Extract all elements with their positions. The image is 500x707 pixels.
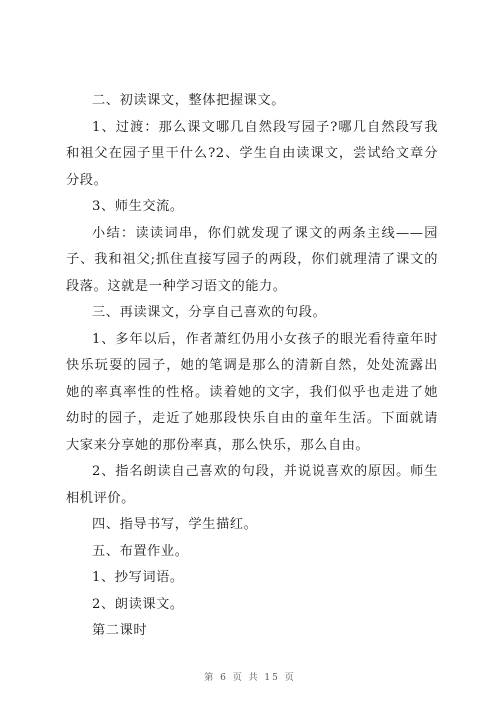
heading-first-reading: 二、初读课文，整体把握课文。	[92, 93, 286, 108]
heading-reread: 三、再读课文，分享自己喜欢的句段。	[92, 305, 327, 320]
page-number-footer: 第 6 页 共 15 页	[204, 673, 296, 683]
paragraph-transition: 1、过渡：那么课文哪几自然段写园子?哪几自然段写我和祖父在园子里干什么?2、学生自由读课文，尝试给文章分分段。	[66, 119, 438, 188]
heading-homework: 五、布置作业。	[92, 543, 189, 559]
paragraph-author-style: 1、多年以后，作者萧红仍用小女孩子的眼光看待童年时快乐玩耍的园子，她的笔调是那么的清新自然，处处流露出她的率真率性的性格。读着她的文字，我们似乎也走进了她幼时的园子，走近了她那段快乐自由的童年生活。下面就请大家来分享她的那份率真，那么快乐，那么自由。	[66, 331, 438, 453]
heading-writing-guide: 四、指导书写，学生描红。	[92, 517, 258, 532]
heading-second-lesson: 第二课时	[92, 623, 148, 638]
document-body	[66, 88, 438, 645]
paragraph-read-aloud: 2、指名朗读自己喜欢的句段，并说说喜欢的原因。师生相机评价。	[66, 464, 438, 506]
paragraph-summary: 小结：读读词串，你们就发现了课文的两条主线——园子、我和祖父;抓住直接写园子的两段，你们就理清了课文的段落。这就是一种学习语文的能力。	[66, 225, 438, 294]
homework-item-copy-words: 1、抄写词语。	[92, 570, 184, 585]
homework-item-read-text: 2、朗读课文。	[92, 596, 184, 612]
paragraph-exchange: 3、师生交流。	[92, 199, 184, 214]
